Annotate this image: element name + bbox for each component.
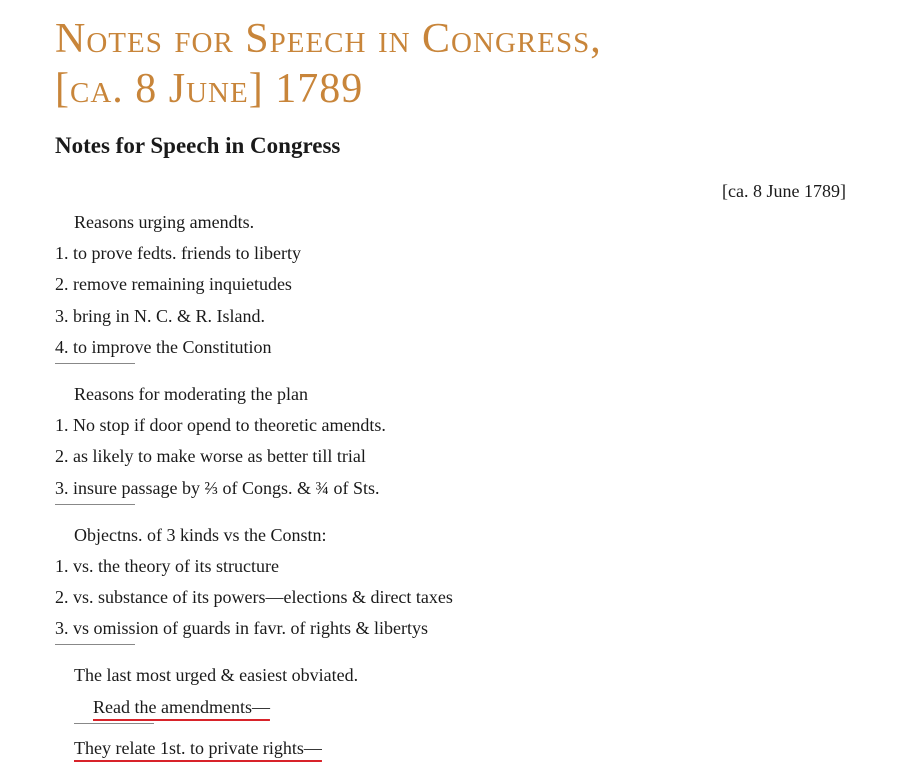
list-item: 1. vs. the theory of its structure bbox=[55, 555, 279, 576]
private-rights-text: They relate 1st. to private rights— bbox=[74, 737, 322, 758]
section-subtitle: Notes for Speech in Congress bbox=[55, 133, 341, 158]
list-item: 4. to improve the Constitution bbox=[55, 336, 272, 357]
section-divider bbox=[74, 723, 154, 724]
section-divider bbox=[55, 504, 135, 505]
section-divider bbox=[55, 363, 135, 364]
closing-line: The last most urged & easiest obviated. bbox=[74, 665, 359, 686]
title-line-1: Notes for Speech in Congress, bbox=[55, 16, 602, 62]
list-item: 3. bring in N. C. & R. Island. bbox=[55, 305, 265, 326]
list-item: 2. remove remaining inquietudes bbox=[55, 274, 292, 295]
section-heading: Reasons for moderating the plan bbox=[74, 383, 308, 404]
list-item: 3. insure passage by ⅔ of Congs. & ¾ of Sts. bbox=[55, 477, 380, 498]
closing-line-underlined bbox=[55, 692, 875, 723]
title-line-2: [ca. 8 June] 1789 bbox=[55, 66, 364, 112]
list-item: 1. No stop if door opend to theoretic amendts. bbox=[55, 415, 386, 436]
section-divider bbox=[55, 644, 135, 645]
list-item: 3. vs omission of guards in favr. of rights & libertys bbox=[55, 618, 428, 639]
list-item: 2. as likely to make worse as better till trial bbox=[55, 446, 366, 467]
document-title bbox=[55, 14, 602, 114]
dateline: [ca. 8 June 1789] bbox=[722, 181, 846, 201]
list-item: 1. to prove fedts. friends to liberty bbox=[55, 243, 301, 264]
section-heading: Objectns. of 3 kinds vs the Constn: bbox=[74, 524, 327, 545]
document-body bbox=[55, 207, 875, 764]
section-heading: Reasons urging amendts. bbox=[74, 212, 255, 232]
closing-line-underlined bbox=[55, 733, 875, 764]
read-amendments-text: Read the amendments— bbox=[93, 696, 270, 717]
list-item: 2. vs. substance of its powers—elections & direct taxes bbox=[55, 587, 453, 608]
